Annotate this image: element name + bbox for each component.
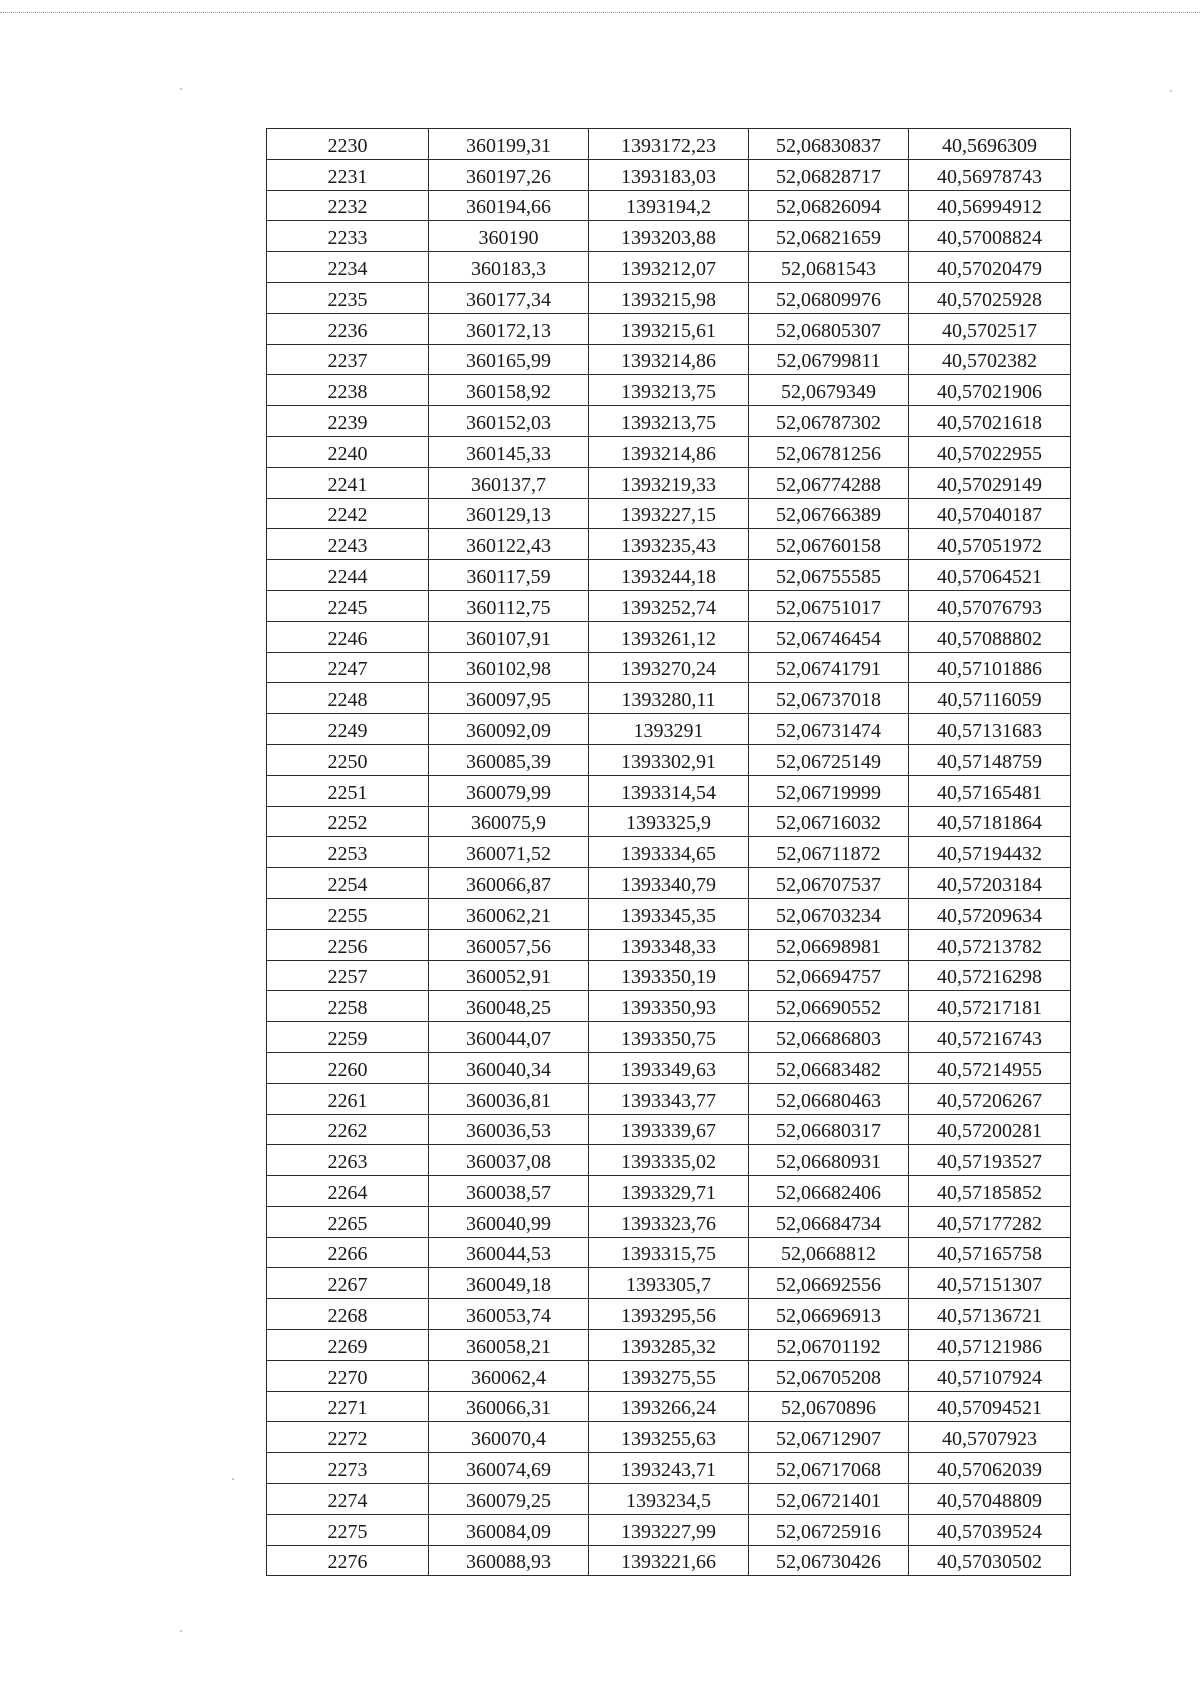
y-coordinate-cell: 1393212,07 <box>589 252 749 283</box>
table-row <box>267 929 1071 960</box>
y-coordinate-cell: 1393203,88 <box>589 221 749 252</box>
point-number-cell: 2241 <box>267 467 429 498</box>
latitude-cell: 52,0670896 <box>749 1391 909 1422</box>
longitude-cell: 40,57021618 <box>909 406 1071 437</box>
point-number-cell: 2262 <box>267 1114 429 1145</box>
scan-speck <box>180 88 182 90</box>
x-coordinate-cell: 360194,66 <box>429 190 589 221</box>
point-number-cell: 2261 <box>267 1083 429 1114</box>
point-number-cell: 2239 <box>267 406 429 437</box>
table-row <box>267 252 1071 283</box>
latitude-cell: 52,06799811 <box>749 344 909 375</box>
y-coordinate-cell: 1393339,67 <box>589 1114 749 1145</box>
y-coordinate-cell: 1393235,43 <box>589 529 749 560</box>
table-row <box>267 529 1071 560</box>
latitude-cell: 52,06703234 <box>749 898 909 929</box>
longitude-cell: 40,57177282 <box>909 1206 1071 1237</box>
latitude-cell: 52,06766389 <box>749 498 909 529</box>
latitude-cell: 52,06683482 <box>749 1052 909 1083</box>
x-coordinate-cell: 360197,26 <box>429 159 589 190</box>
point-number-cell: 2274 <box>267 1484 429 1515</box>
point-number-cell: 2230 <box>267 129 429 160</box>
latitude-cell: 52,06719999 <box>749 775 909 806</box>
y-coordinate-cell: 1393221,66 <box>589 1545 749 1576</box>
point-number-cell: 2240 <box>267 436 429 467</box>
latitude-cell: 52,06696913 <box>749 1299 909 1330</box>
latitude-cell: 52,06760158 <box>749 529 909 560</box>
x-coordinate-cell: 360079,99 <box>429 775 589 806</box>
x-coordinate-cell: 360075,9 <box>429 806 589 837</box>
longitude-cell: 40,57107924 <box>909 1360 1071 1391</box>
y-coordinate-cell: 1393302,91 <box>589 744 749 775</box>
y-coordinate-cell: 1393252,74 <box>589 590 749 621</box>
table-row <box>267 1422 1071 1453</box>
point-number-cell: 2258 <box>267 991 429 1022</box>
table-row <box>267 1237 1071 1268</box>
longitude-cell: 40,5702517 <box>909 313 1071 344</box>
table-row <box>267 375 1071 406</box>
longitude-cell: 40,57029149 <box>909 467 1071 498</box>
table-row <box>267 1453 1071 1484</box>
x-coordinate-cell: 360036,81 <box>429 1083 589 1114</box>
point-number-cell: 2231 <box>267 159 429 190</box>
point-number-cell: 2267 <box>267 1268 429 1299</box>
longitude-cell: 40,57101886 <box>909 652 1071 683</box>
latitude-cell: 52,06690552 <box>749 991 909 1022</box>
longitude-cell: 40,57025928 <box>909 282 1071 313</box>
scan-speck <box>1170 90 1172 92</box>
table-row <box>267 806 1071 837</box>
x-coordinate-cell: 360040,99 <box>429 1206 589 1237</box>
latitude-cell: 52,06809976 <box>749 282 909 313</box>
x-coordinate-cell: 360058,21 <box>429 1330 589 1361</box>
table-row <box>267 498 1071 529</box>
y-coordinate-cell: 1393172,23 <box>589 129 749 160</box>
x-coordinate-cell: 360145,33 <box>429 436 589 467</box>
x-coordinate-cell: 360158,92 <box>429 375 589 406</box>
latitude-cell: 52,06737018 <box>749 683 909 714</box>
point-number-cell: 2276 <box>267 1545 429 1576</box>
x-coordinate-cell: 360129,13 <box>429 498 589 529</box>
coordinates-table <box>266 128 1071 1576</box>
longitude-cell: 40,57194432 <box>909 837 1071 868</box>
y-coordinate-cell: 1393243,71 <box>589 1453 749 1484</box>
table-row <box>267 1083 1071 1114</box>
table-row <box>267 837 1071 868</box>
latitude-cell: 52,06701192 <box>749 1330 909 1361</box>
latitude-cell: 52,06717068 <box>749 1453 909 1484</box>
point-number-cell: 2232 <box>267 190 429 221</box>
point-number-cell: 2234 <box>267 252 429 283</box>
y-coordinate-cell: 1393270,24 <box>589 652 749 683</box>
y-coordinate-cell: 1393305,7 <box>589 1268 749 1299</box>
longitude-cell: 40,57039524 <box>909 1514 1071 1545</box>
latitude-cell: 52,06828717 <box>749 159 909 190</box>
latitude-cell: 52,06821659 <box>749 221 909 252</box>
longitude-cell: 40,57116059 <box>909 683 1071 714</box>
point-number-cell: 2269 <box>267 1330 429 1361</box>
table-row <box>267 1391 1071 1422</box>
y-coordinate-cell: 1393215,98 <box>589 282 749 313</box>
x-coordinate-cell: 360117,59 <box>429 560 589 591</box>
longitude-cell: 40,57216743 <box>909 1022 1071 1053</box>
point-number-cell: 2259 <box>267 1022 429 1053</box>
x-coordinate-cell: 360036,53 <box>429 1114 589 1145</box>
point-number-cell: 2257 <box>267 960 429 991</box>
latitude-cell: 52,06686803 <box>749 1022 909 1053</box>
point-number-cell: 2255 <box>267 898 429 929</box>
x-coordinate-cell: 360074,69 <box>429 1453 589 1484</box>
longitude-cell: 40,57121986 <box>909 1330 1071 1361</box>
table-row <box>267 683 1071 714</box>
point-number-cell: 2254 <box>267 868 429 899</box>
x-coordinate-cell: 360062,21 <box>429 898 589 929</box>
table-row <box>267 1268 1071 1299</box>
x-coordinate-cell: 360070,4 <box>429 1422 589 1453</box>
y-coordinate-cell: 1393329,71 <box>589 1176 749 1207</box>
longitude-cell: 40,57209634 <box>909 898 1071 929</box>
table-row <box>267 1545 1071 1576</box>
x-coordinate-cell: 360199,31 <box>429 129 589 160</box>
y-coordinate-cell: 1393335,02 <box>589 1145 749 1176</box>
latitude-cell: 52,06698981 <box>749 929 909 960</box>
y-coordinate-cell: 1393255,63 <box>589 1422 749 1453</box>
table-row <box>267 960 1071 991</box>
point-number-cell: 2260 <box>267 1052 429 1083</box>
point-number-cell: 2270 <box>267 1360 429 1391</box>
table-row <box>267 868 1071 899</box>
longitude-cell: 40,57216298 <box>909 960 1071 991</box>
x-coordinate-cell: 360040,34 <box>429 1052 589 1083</box>
x-coordinate-cell: 360152,03 <box>429 406 589 437</box>
longitude-cell: 40,57200281 <box>909 1114 1071 1145</box>
table-row <box>267 190 1071 221</box>
latitude-cell: 52,0679349 <box>749 375 909 406</box>
x-coordinate-cell: 360037,08 <box>429 1145 589 1176</box>
longitude-cell: 40,56978743 <box>909 159 1071 190</box>
x-coordinate-cell: 360107,91 <box>429 621 589 652</box>
latitude-cell: 52,06805307 <box>749 313 909 344</box>
table-row <box>267 1022 1071 1053</box>
longitude-cell: 40,57206267 <box>909 1083 1071 1114</box>
longitude-cell: 40,57217181 <box>909 991 1071 1022</box>
scan-speck <box>232 1478 234 1480</box>
longitude-cell: 40,56994912 <box>909 190 1071 221</box>
x-coordinate-cell: 360053,74 <box>429 1299 589 1330</box>
y-coordinate-cell: 1393214,86 <box>589 344 749 375</box>
latitude-cell: 52,06711872 <box>749 837 909 868</box>
longitude-cell: 40,57203184 <box>909 868 1071 899</box>
longitude-cell: 40,57088802 <box>909 621 1071 652</box>
point-number-cell: 2235 <box>267 282 429 313</box>
point-number-cell: 2244 <box>267 560 429 591</box>
table-row <box>267 621 1071 652</box>
table-row <box>267 590 1071 621</box>
longitude-cell: 40,57064521 <box>909 560 1071 591</box>
table-row <box>267 1176 1071 1207</box>
latitude-cell: 52,06725916 <box>749 1514 909 1545</box>
x-coordinate-cell: 360044,07 <box>429 1022 589 1053</box>
latitude-cell: 52,06826094 <box>749 190 909 221</box>
x-coordinate-cell: 360137,7 <box>429 467 589 498</box>
x-coordinate-cell: 360038,57 <box>429 1176 589 1207</box>
table-row <box>267 313 1071 344</box>
x-coordinate-cell: 360048,25 <box>429 991 589 1022</box>
table-row <box>267 129 1071 160</box>
point-number-cell: 2249 <box>267 714 429 745</box>
longitude-cell: 40,57040187 <box>909 498 1071 529</box>
x-coordinate-cell: 360071,52 <box>429 837 589 868</box>
y-coordinate-cell: 1393227,99 <box>589 1514 749 1545</box>
point-number-cell: 2248 <box>267 683 429 714</box>
x-coordinate-cell: 360079,25 <box>429 1484 589 1515</box>
point-number-cell: 2256 <box>267 929 429 960</box>
y-coordinate-cell: 1393183,03 <box>589 159 749 190</box>
longitude-cell: 40,57021906 <box>909 375 1071 406</box>
y-coordinate-cell: 1393350,93 <box>589 991 749 1022</box>
y-coordinate-cell: 1393234,5 <box>589 1484 749 1515</box>
latitude-cell: 52,06694757 <box>749 960 909 991</box>
table-row <box>267 991 1071 1022</box>
y-coordinate-cell: 1393343,77 <box>589 1083 749 1114</box>
y-coordinate-cell: 1393291 <box>589 714 749 745</box>
y-coordinate-cell: 1393275,55 <box>589 1360 749 1391</box>
latitude-cell: 52,06755585 <box>749 560 909 591</box>
y-coordinate-cell: 1393219,33 <box>589 467 749 498</box>
latitude-cell: 52,06692556 <box>749 1268 909 1299</box>
y-coordinate-cell: 1393345,35 <box>589 898 749 929</box>
longitude-cell: 40,57076793 <box>909 590 1071 621</box>
longitude-cell: 40,5702382 <box>909 344 1071 375</box>
x-coordinate-cell: 360062,4 <box>429 1360 589 1391</box>
x-coordinate-cell: 360066,87 <box>429 868 589 899</box>
point-number-cell: 2250 <box>267 744 429 775</box>
latitude-cell: 52,06682406 <box>749 1176 909 1207</box>
table-row <box>267 652 1071 683</box>
longitude-cell: 40,57048809 <box>909 1484 1071 1515</box>
y-coordinate-cell: 1393214,86 <box>589 436 749 467</box>
longitude-cell: 40,57151307 <box>909 1268 1071 1299</box>
x-coordinate-cell: 360092,09 <box>429 714 589 745</box>
longitude-cell: 40,57136721 <box>909 1299 1071 1330</box>
table-row <box>267 714 1071 745</box>
point-number-cell: 2233 <box>267 221 429 252</box>
y-coordinate-cell: 1393213,75 <box>589 406 749 437</box>
longitude-cell: 40,57214955 <box>909 1052 1071 1083</box>
y-coordinate-cell: 1393340,79 <box>589 868 749 899</box>
y-coordinate-cell: 1393323,76 <box>589 1206 749 1237</box>
x-coordinate-cell: 360057,56 <box>429 929 589 960</box>
point-number-cell: 2238 <box>267 375 429 406</box>
longitude-cell: 40,57020479 <box>909 252 1071 283</box>
x-coordinate-cell: 360044,53 <box>429 1237 589 1268</box>
x-coordinate-cell: 360084,09 <box>429 1514 589 1545</box>
table-row <box>267 436 1071 467</box>
x-coordinate-cell: 360122,43 <box>429 529 589 560</box>
table-row <box>267 159 1071 190</box>
table-row <box>267 1360 1071 1391</box>
x-coordinate-cell: 360183,3 <box>429 252 589 283</box>
latitude-cell: 52,06680463 <box>749 1083 909 1114</box>
point-number-cell: 2243 <box>267 529 429 560</box>
x-coordinate-cell: 360088,93 <box>429 1545 589 1576</box>
y-coordinate-cell: 1393280,11 <box>589 683 749 714</box>
table-row <box>267 282 1071 313</box>
longitude-cell: 40,57062039 <box>909 1453 1071 1484</box>
y-coordinate-cell: 1393194,2 <box>589 190 749 221</box>
longitude-cell: 40,57193527 <box>909 1145 1071 1176</box>
latitude-cell: 52,06716032 <box>749 806 909 837</box>
latitude-cell: 52,06707537 <box>749 868 909 899</box>
x-coordinate-cell: 360177,34 <box>429 282 589 313</box>
latitude-cell: 52,06680931 <box>749 1145 909 1176</box>
longitude-cell: 40,5696309 <box>909 129 1071 160</box>
x-coordinate-cell: 360190 <box>429 221 589 252</box>
table-row <box>267 1514 1071 1545</box>
table-row <box>267 1052 1071 1083</box>
point-number-cell: 2275 <box>267 1514 429 1545</box>
y-coordinate-cell: 1393348,33 <box>589 929 749 960</box>
scan-speck <box>180 1630 182 1632</box>
latitude-cell: 52,0668812 <box>749 1237 909 1268</box>
longitude-cell: 40,57008824 <box>909 221 1071 252</box>
table-row <box>267 1299 1071 1330</box>
point-number-cell: 2245 <box>267 590 429 621</box>
x-coordinate-cell: 360066,31 <box>429 1391 589 1422</box>
table-row <box>267 406 1071 437</box>
latitude-cell: 52,06774288 <box>749 467 909 498</box>
table-row <box>267 1206 1071 1237</box>
longitude-cell: 40,57213782 <box>909 929 1071 960</box>
longitude-cell: 40,57165758 <box>909 1237 1071 1268</box>
scan-edge-line <box>0 12 1200 13</box>
y-coordinate-cell: 1393244,18 <box>589 560 749 591</box>
point-number-cell: 2236 <box>267 313 429 344</box>
point-number-cell: 2242 <box>267 498 429 529</box>
latitude-cell: 52,06751017 <box>749 590 909 621</box>
x-coordinate-cell: 360172,13 <box>429 313 589 344</box>
table-row <box>267 1114 1071 1145</box>
x-coordinate-cell: 360097,95 <box>429 683 589 714</box>
point-number-cell: 2266 <box>267 1237 429 1268</box>
latitude-cell: 52,06705208 <box>749 1360 909 1391</box>
y-coordinate-cell: 1393285,32 <box>589 1330 749 1361</box>
latitude-cell: 52,06746454 <box>749 621 909 652</box>
longitude-cell: 40,57165481 <box>909 775 1071 806</box>
y-coordinate-cell: 1393213,75 <box>589 375 749 406</box>
point-number-cell: 2253 <box>267 837 429 868</box>
point-number-cell: 2273 <box>267 1453 429 1484</box>
latitude-cell: 52,06725149 <box>749 744 909 775</box>
point-number-cell: 2265 <box>267 1206 429 1237</box>
table-row <box>267 744 1071 775</box>
point-number-cell: 2252 <box>267 806 429 837</box>
y-coordinate-cell: 1393350,19 <box>589 960 749 991</box>
longitude-cell: 40,57131683 <box>909 714 1071 745</box>
y-coordinate-cell: 1393227,15 <box>589 498 749 529</box>
y-coordinate-cell: 1393334,65 <box>589 837 749 868</box>
x-coordinate-cell: 360085,39 <box>429 744 589 775</box>
table-row <box>267 221 1071 252</box>
x-coordinate-cell: 360165,99 <box>429 344 589 375</box>
x-coordinate-cell: 360049,18 <box>429 1268 589 1299</box>
table-row <box>267 898 1071 929</box>
y-coordinate-cell: 1393315,75 <box>589 1237 749 1268</box>
latitude-cell: 52,06721401 <box>749 1484 909 1515</box>
table-row <box>267 775 1071 806</box>
point-number-cell: 2247 <box>267 652 429 683</box>
y-coordinate-cell: 1393350,75 <box>589 1022 749 1053</box>
point-number-cell: 2271 <box>267 1391 429 1422</box>
longitude-cell: 40,57094521 <box>909 1391 1071 1422</box>
y-coordinate-cell: 1393349,63 <box>589 1052 749 1083</box>
point-number-cell: 2246 <box>267 621 429 652</box>
table-row <box>267 1484 1071 1515</box>
longitude-cell: 40,57051972 <box>909 529 1071 560</box>
latitude-cell: 52,06680317 <box>749 1114 909 1145</box>
longitude-cell: 40,5707923 <box>909 1422 1071 1453</box>
x-coordinate-cell: 360112,75 <box>429 590 589 621</box>
longitude-cell: 40,57181864 <box>909 806 1071 837</box>
longitude-cell: 40,57148759 <box>909 744 1071 775</box>
point-number-cell: 2251 <box>267 775 429 806</box>
point-number-cell: 2237 <box>267 344 429 375</box>
longitude-cell: 40,57185852 <box>909 1176 1071 1207</box>
table-row <box>267 1330 1071 1361</box>
latitude-cell: 52,06781256 <box>749 436 909 467</box>
point-number-cell: 2268 <box>267 1299 429 1330</box>
latitude-cell: 52,06712907 <box>749 1422 909 1453</box>
table-row <box>267 560 1071 591</box>
y-coordinate-cell: 1393325,9 <box>589 806 749 837</box>
table-row <box>267 1145 1071 1176</box>
table-row <box>267 467 1071 498</box>
coordinates-table-body <box>267 129 1071 1576</box>
point-number-cell: 2263 <box>267 1145 429 1176</box>
y-coordinate-cell: 1393314,54 <box>589 775 749 806</box>
point-number-cell: 2272 <box>267 1422 429 1453</box>
x-coordinate-cell: 360102,98 <box>429 652 589 683</box>
latitude-cell: 52,0681543 <box>749 252 909 283</box>
y-coordinate-cell: 1393266,24 <box>589 1391 749 1422</box>
longitude-cell: 40,57030502 <box>909 1545 1071 1576</box>
y-coordinate-cell: 1393295,56 <box>589 1299 749 1330</box>
latitude-cell: 52,06741791 <box>749 652 909 683</box>
longitude-cell: 40,57022955 <box>909 436 1071 467</box>
latitude-cell: 52,06684734 <box>749 1206 909 1237</box>
x-coordinate-cell: 360052,91 <box>429 960 589 991</box>
latitude-cell: 52,06830837 <box>749 129 909 160</box>
table-row <box>267 344 1071 375</box>
latitude-cell: 52,06787302 <box>749 406 909 437</box>
y-coordinate-cell: 1393215,61 <box>589 313 749 344</box>
y-coordinate-cell: 1393261,12 <box>589 621 749 652</box>
point-number-cell: 2264 <box>267 1176 429 1207</box>
latitude-cell: 52,06731474 <box>749 714 909 745</box>
latitude-cell: 52,06730426 <box>749 1545 909 1576</box>
